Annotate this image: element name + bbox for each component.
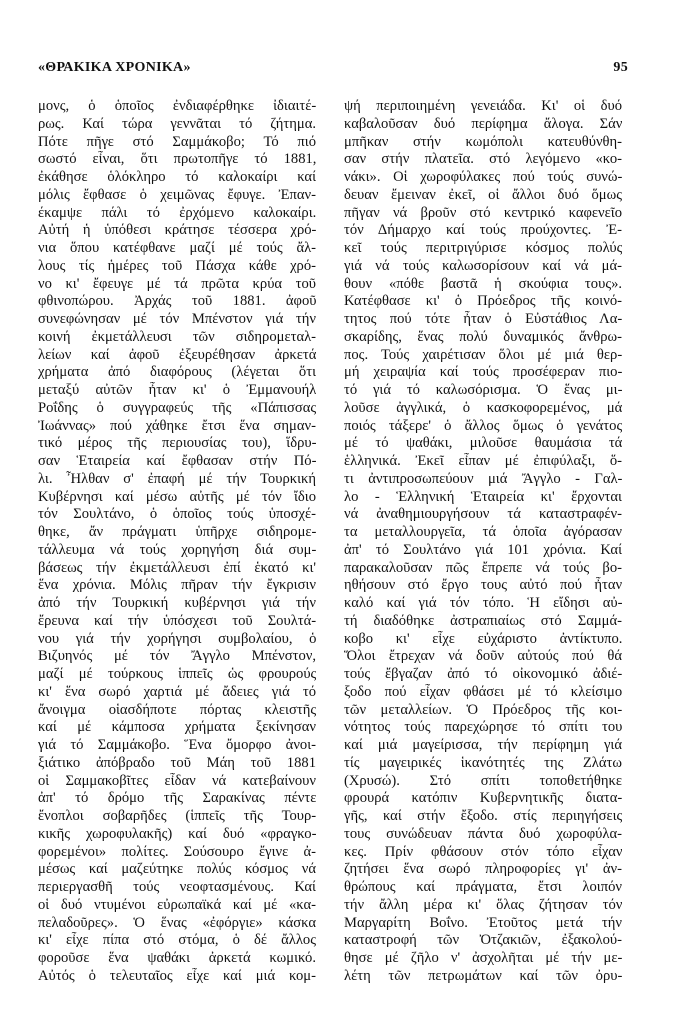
text-line: μόλις ἔφθασε ὁ χειμῶνας ἔφυγε. Ἐπαν- — [38, 186, 316, 203]
text-line: τή διαδόθηκε ἀστραπιαίως στό Σαμμά- — [344, 612, 622, 629]
text-line: μπῆκαν στήν κωμόπολι κατευθύνθη- — [344, 133, 622, 150]
text-line: τητος πού τότε ἦταν ὁ Εὐστάθιος Λα- — [344, 311, 622, 327]
text-line: σκαρίδης, ἕνας πολύ δυναμικός ἄνθρω- — [344, 328, 622, 345]
text-line: θουν «πόθε βαστᾶ ἡ σκούφια τους». — [344, 275, 622, 292]
text-line: ἕνα χρόνια. Μόλις πῆραν τήν ἔγκρισιν — [38, 577, 316, 594]
text-line: ποιός τάξερε' ὁ ἄλλος ὅμως ὁ γενάτος — [344, 417, 622, 434]
text-line: ρως. Καί τώρα γεννᾶται τό ζήτημα. — [38, 115, 316, 132]
text-line: βάσεως τήν ἐκμετάλλευσι ἐπί ἑκατό κι' — [38, 559, 316, 576]
text-line: θρώπους καί πράγματα, ἔτσι λοιπόν — [344, 879, 622, 895]
text-line: Κατέφθασε κι' ὁ Πρόεδρος τῆς κοινό- — [344, 293, 622, 310]
text-line: Ὅλοι ἔτρεχαν νά δοῦν αὐτούς πού θά — [344, 648, 622, 665]
text-line: φρουρά κατόπιν Κυβερνητικῆς διατα- — [344, 790, 622, 807]
text-line: τόν Σουλτάνο, ὁ ὁποῖος τούς ὑποσχέ- — [38, 506, 316, 523]
text-line: κοινή ἐκμετάλλευσι τῶν σιδηρομεταλ- — [38, 328, 316, 345]
text-line: γιά τό Σαμμάκοβο. Ἕνα ὄμορφο ἀνοι- — [38, 737, 316, 753]
text-line: Μαργαρίτη Βοΐνο. Ἐτοῦτος μετά τήν — [344, 914, 622, 931]
text-line: ηθήσουν στό ἔργο τους αὐτό πού ἦταν — [344, 577, 622, 594]
text-line: τούς ἔβγαζαν ἀπό τό οἰκονομικό ἀδιέ- — [344, 666, 622, 682]
text-line: παρακαλοῦσαν πῶς ἔπρεπε νά τούς βο- — [344, 559, 622, 576]
text-line: ἔνοπλοι σοβαρῆδες (ἱππεῖς τῆς Τουρ- — [38, 808, 316, 824]
text-line: πος. Τούς χαιρέτισαν ὅλοι μέ μιά θερ- — [344, 346, 622, 363]
text-line: λοῦσε ἀγγλικά, ὁ κασκοφορεμένος, μά — [344, 399, 622, 416]
text-line: τι ἀντιπροσωπεύουν μιά Ἄγγλο - Γαλ- — [344, 470, 622, 487]
text-line: μονς, ὁ ὁποῖος ἐνδιαφέρθηκε ἰδιαιτέ- — [38, 98, 316, 114]
running-title: «ΘΡΑΚΙΚΑ ΧΡΟΝΙΚΑ» — [38, 60, 191, 75]
page-number: 95 — [613, 60, 628, 75]
text-line: νά ἀναθημιουργήσουν τά καταστραφέν- — [344, 506, 622, 523]
text-line: κικῆς χωροφυλακῆς) καί δυό «φραγκο- — [38, 825, 316, 842]
text-line: τα μεταλλουργεῖα, τά ὁποῖα ἀγόρασαν — [344, 524, 622, 540]
text-line: τόν Δήμαρχο καί τούς προύχοντες. Ἐ- — [344, 222, 622, 239]
text-line: κοβο κι' εἶχε εὐχάριστο ἀντίκτυπο. — [344, 630, 622, 647]
text-line: ἑλληνικά. Ἐκεῖ εἶπαν μέ ἐπιφύλαξι, ὅ- — [344, 453, 622, 469]
text-line: ξιάτικο ἀπόβραδο τοῦ Μάη τοῦ 1881 — [38, 754, 316, 771]
text-line: χρήματα ἀπό διαφόρους (λέγεται ὅτι — [38, 364, 316, 381]
text-line: ζητήσει ἕνα σωρό πληροφορίες γι' ἀν- — [344, 861, 622, 878]
text-line: λείων καί ἀφοῦ ἐξευρέθησαν ἀρκετά — [38, 346, 316, 363]
text-line: τῶν μεταλλείων. Ὁ Πρόεδρος τῆς κοι- — [344, 701, 622, 718]
text-line: νου γιά τήν χορήγησι συμβολαίου, ὁ — [38, 630, 316, 647]
text-line: νια ὅπου κατέφθανε μαζί μέ τούς ἄλ- — [38, 240, 316, 256]
text-line: καί μιά μαγείρισσα, τήν περίφημη γιά — [344, 737, 622, 753]
text-line: ἔρευνα καί τήν ὑπόσχεσι τοῦ Σουλτά- — [38, 612, 316, 629]
text-line: σαν στήν πλατεῖα. στό λεγόμενο «κο- — [344, 151, 622, 168]
text-line: νο κι' ἔφευγε μέ τά πρῶτα κρύα τοῦ — [38, 275, 316, 292]
text-line: ἐκάθησε ὁλόκληρο τό καλοκαίρι καί — [38, 169, 316, 185]
text-line: λι. Ἦλθαν σ' ἐπαφή μέ τήν Τουρκική — [38, 470, 316, 487]
text-line: θησε μέ ζῆλο ν' ἀσχολῆται μέ τήν με- — [344, 950, 622, 966]
text-line: νότητος τούς παρεχώρησε τό σπίτι του — [344, 719, 622, 736]
text-line: Κυβέρνησι καί μέσω αὐτῆς μέ τόν ἴδιο — [38, 488, 316, 505]
text-line: Ἰωάννας» πού χάθηκε ἔτσι ἕνα σημαν- — [38, 417, 316, 434]
text-line: συνεφώνησαν μέ τόν Μπένστον γιά τήν — [38, 311, 316, 327]
text-line: σαν Ἑταιρεία καί ἔφθασαν στήν Πό- — [38, 453, 316, 469]
text-line: (Χρυσώ). Στό σπίτι τοποθετήθηκε — [344, 772, 622, 789]
text-line: ἀπ' τό δρόμο τῆς Σαρακίνας πέντε — [38, 790, 316, 807]
text-line: θηκε, ἄν πράγματι ὑπῆρχε σιδηρομε- — [38, 524, 316, 540]
text-line: πῆγαν νά βροῦν στό κεντρικό καφενεῖο — [344, 204, 622, 221]
text-line: φθινοπώρου. Ἀρχάς τοῦ 1881. ἀφοῦ — [38, 293, 316, 310]
text-line: Αὐτός ὁ τελευταῖος εἶχε καί μιά κομ- — [38, 967, 316, 984]
text-line: φοροῦσε ἕνα ψαθάκι ἀρκετά κωμικό. — [38, 950, 316, 966]
text-line: τάλλευμα νά τούς χορηγήση διά συμ- — [38, 541, 316, 558]
text-line: γιά νά τούς καλωσορίσουν καί νά μά- — [344, 257, 622, 274]
text-line: δευαν ἔμειναν ἐκεῖ, οἱ ἄλλοι δυό ὅμως — [344, 186, 622, 203]
text-line: καλό καί γιά τόν τόπο. Ἡ εἴδησι αὐ- — [344, 595, 622, 611]
text-line: τό γιά τό καλωσόρισμα. Ὁ ἕνας μι- — [344, 382, 622, 398]
text-line: τίς μαγειρικές ἱκανότητές της Ζλάτω — [344, 754, 622, 771]
text-line: φορεμένοι» πολίτες. Σούσουρο ἔγινε ἀ- — [38, 843, 316, 860]
right-text-column — [344, 98, 622, 986]
text-line: τους συνώδευαν πάντα δυό χωροφύλα- — [344, 825, 622, 842]
text-line: Ροΐδης ὁ συγγραφεύς τῆς «Πάπισσας — [38, 399, 316, 416]
text-line: έκαμψε πάλι τό ἐρχόμενο καλοκαίρι. — [38, 204, 316, 221]
text-line: ἀπό τήν Τουρκική κυβέρνησι γιά τήν — [38, 595, 316, 611]
text-line: ψή περιποιημένη γενειάδα. Κι' οἱ δυό — [344, 98, 622, 114]
text-line: μαζί μέ τούρκους ἱππεῖς ὡς φρουρούς — [38, 666, 316, 682]
text-line: μεταξύ αὐτῶν ἦταν κι' ὁ Ἐμμανουήλ — [38, 382, 316, 398]
text-line: λους τίς ἡμέρες τοῦ Πάσχα κάθε χρό- — [38, 257, 316, 274]
left-text-column — [38, 98, 316, 986]
text-line: λέτη τῶν πετρωμάτων καί τῶν ὀρυ- — [344, 967, 622, 984]
text-line: καβαλοῦσαν δυό περίφημα ἄλογα. Σάν — [344, 115, 622, 132]
text-line: μέσως καί μαζεύτηκε πολύς κόσμος νά — [38, 861, 316, 878]
text-line: ἀπ' τό Σουλτάνο γιά 101 χρόνια. Καί — [344, 541, 622, 558]
text-line: κι' εἶχε πίπα στό στόμα, ὁ δέ ἄλλος — [38, 932, 316, 949]
text-line: μέ τό ψαθάκι, μιλοῦσε θαυμάσια τά — [344, 435, 622, 452]
text-line: οἱ δυό ντυμένοι εὐρωπαϊκά καί μέ «κα- — [38, 896, 316, 913]
text-line: ἄνοιγμα οἱασδήποτε πόρτας κλειστῆς — [38, 701, 316, 718]
text-line: τήν ἄλλη μέρα κι' ὅλας ζήτησαν τόν — [344, 896, 622, 913]
text-line: καταστροφή τῶν Ὀτζακιῶν, ἐξακολού- — [344, 932, 622, 949]
text-line: γῆς, καί στήν ἔξοδο. στίς περιηγήσεις — [344, 808, 622, 824]
text-line: κεῖ τούς περιτριγύρισε κόσμος πολύς — [344, 240, 622, 256]
text-line: σωστό εἶναι, ὅτι πρωτοπῆγε τό 1881, — [38, 151, 316, 168]
text-line: Αὐτή ἡ ὑπόθεσι κράτησε τέσσερα χρό- — [38, 222, 316, 239]
text-line: κι' ἕνα σωρό χαρτιά μέ ἄδειες γιά τό — [38, 683, 316, 700]
text-line: ξοδο πού εἶχαν φθάσει μέ τό κλείσιμο — [344, 683, 622, 700]
text-line: νάκι». Οἱ χωροφύλακες πού τούς συνώ- — [344, 169, 622, 185]
text-line: πελαδοῦρες». Ὁ ἕνας «ἐφόργιε» κάσκα — [38, 914, 316, 931]
text-line: οἱ Σαμμακοβῖτες εἶδαν νά κατεβαίνουν — [38, 772, 316, 789]
text-line: τικό μέρος τῆς περιουσίας του), ἵδρυ- — [38, 435, 316, 452]
text-line: κες. Πρίν φθάσουν στόν τόπο εἶχαν — [344, 843, 622, 860]
text-line: καί μέ κάμποσα χρήματα ξεκίνησαν — [38, 719, 316, 736]
text-line: Βιζυηνός μέ τόν Ἄγγλο Μπένστον, — [38, 648, 316, 665]
text-line: περιεργασθῆ τούς νεοφτασμένους. Καί — [38, 879, 316, 895]
text-line: Πότε πῆγε στό Σαμμάκοβο; Τό πιό — [38, 133, 316, 150]
text-line: μή χειραψία καί τούς προσέφεραν πιο- — [344, 364, 622, 381]
text-line: λο - Ἑλληνική Ἑταιρεία κι' ἔρχονται — [344, 488, 622, 505]
